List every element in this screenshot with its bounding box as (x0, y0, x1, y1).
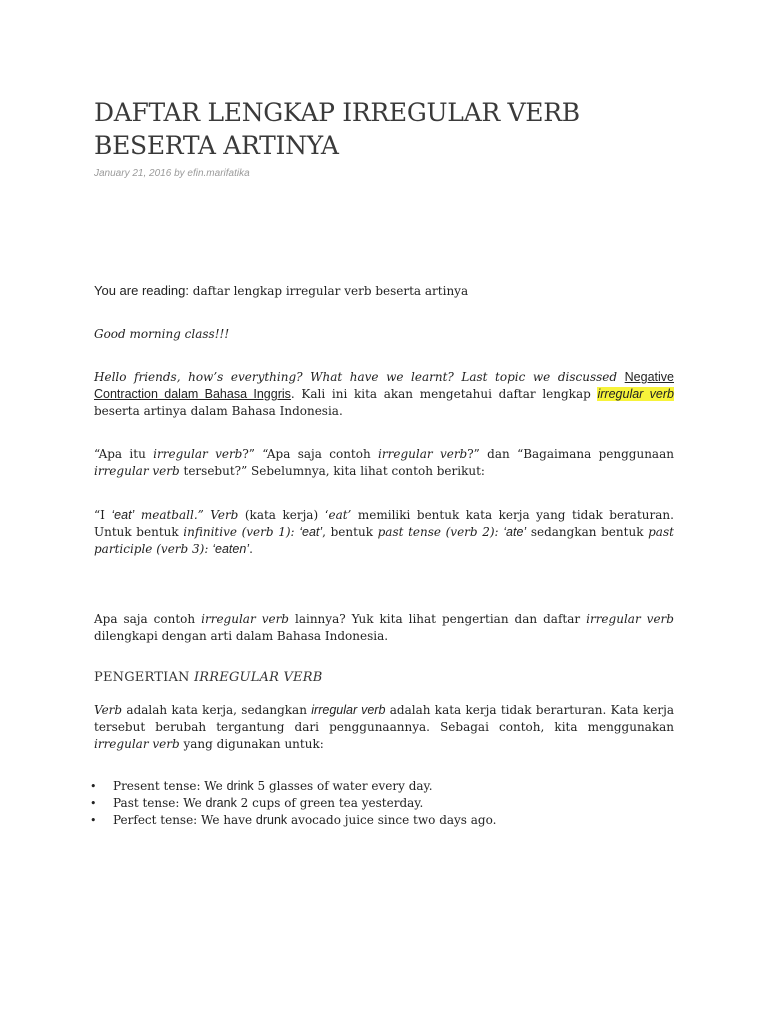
intro-end: beserta artinya dalam Bahasa Indonesia. (94, 404, 343, 418)
example-eat3: ‘eat’ (299, 525, 323, 539)
intro-mid: . Kali ini kita akan mengetahui daftar lengkap (290, 387, 591, 401)
intro-text: Hello friends, how’s everything? What have we learnt? Last topic we discussed (94, 370, 618, 384)
list-item-word: drank (205, 796, 237, 810)
example-rest1: memiliki bentuk kata kerja yang tidak beraturan. Untuk bentuk (94, 508, 674, 539)
greeting-text: Good morning class!!! (94, 327, 230, 341)
list-item (90, 812, 497, 829)
question-d: tersebut?” Sebelumnya, kita lihat contoh berikut: (183, 464, 485, 478)
list-item-pre: Perfect tense: We have (113, 813, 253, 827)
section-heading (94, 670, 322, 685)
you-are-reading (94, 282, 674, 300)
list-item (90, 778, 496, 795)
post-date: January 21, 2016 (94, 168, 172, 179)
bullet-icon: • (90, 780, 97, 793)
definition-verb: Verb (94, 703, 123, 717)
list-item-pre: Past tense: We (113, 796, 202, 810)
question-a: “Apa itu (94, 447, 146, 461)
bullet-icon: • (90, 797, 97, 810)
list-item-word: drunk (255, 813, 288, 827)
post-author[interactable]: efin.marifatika (187, 168, 250, 179)
greeting (94, 326, 229, 343)
question-b: ?” “Apa saja contoh (242, 447, 371, 461)
definition-c: yang digunakan untuk: (183, 737, 324, 751)
example-eaten: ‘eaten’ (212, 542, 250, 556)
list-item-word: drink (226, 779, 254, 793)
others-a: Apa saja contoh (94, 612, 196, 626)
list-item-post: avocado juice since two days ago. (291, 813, 497, 827)
post-by: by (174, 168, 185, 179)
question-term2: irregular verb (378, 447, 468, 461)
section-heading-italic: IRREGULAR VERB (193, 670, 323, 685)
list-item-post: 5 glasses of water every day. (257, 779, 433, 793)
reading-label: You are reading: (94, 283, 189, 298)
example-katakerja: (kata kerja) ‘ (244, 508, 329, 522)
others-term2: irregular verb (586, 612, 674, 626)
definition-term2: irregular verb (94, 737, 180, 751)
question-c: ?” dan “Bagaimana penggunaan (467, 447, 674, 461)
example-meatball: meatball.” Verb (140, 508, 239, 522)
tense-list (90, 778, 497, 829)
post-meta (94, 168, 674, 182)
example-ate: ‘ate’ (503, 525, 527, 539)
others-paragraph (94, 611, 674, 645)
question-term3: irregular verb (94, 464, 180, 478)
example-past: past tense (verb 2): (377, 525, 499, 539)
list-item-post: 2 cups of green tea yesterday. (240, 796, 424, 810)
section-heading-plain: PENGERTIAN (94, 670, 190, 685)
example-past-participle: past participle (verb 3): (94, 525, 674, 556)
intro-paragraph (94, 369, 674, 420)
list-item-pre: Present tense: We (113, 779, 223, 793)
example-bentuk: , bentuk (322, 525, 373, 539)
negative-contraction-link[interactable]: Negative Contraction dalam Bahasa Inggris (94, 370, 674, 401)
example-eat2: eat’ (328, 508, 352, 522)
others-term1: irregular verb (201, 612, 289, 626)
definition-paragraph (94, 702, 674, 753)
list-item (90, 795, 496, 812)
bullet-icon: • (90, 814, 97, 827)
example-open: “I (94, 508, 105, 522)
highlighted-term: irregular verb (597, 387, 674, 401)
definition-a: adalah kata kerja, sedangkan (126, 703, 307, 717)
definition-term: irregular verb (311, 703, 386, 717)
question-term1: irregular verb (153, 447, 243, 461)
example-paragraph (94, 507, 674, 558)
example-eat1: ‘eat’ (111, 508, 135, 522)
definition-b: adalah kata kerja tidak berarturan. Kata kerja tersebut berubah tergantung dari penggunaannya. Sebagai contoh, kita menggunakan (94, 703, 675, 734)
article-title: DAFTAR LENGKAP IRREGULAR VERB BESERTA ARTINYA (94, 98, 580, 160)
reading-value: daftar lengkap irregular verb beserta artinya (192, 284, 469, 298)
example-infinitive: infinitive (verb 1): (183, 525, 295, 539)
example-sedangkan: sedangkan bentuk (530, 525, 644, 539)
article (90, 96, 675, 827)
others-c: dilengkapi dengan arti dalam Bahasa Indonesia. (94, 629, 389, 643)
example-dot: . (249, 542, 253, 556)
others-b: lainnya? Yuk kita lihat pengertian dan daftar (295, 612, 581, 626)
question-paragraph (94, 446, 674, 480)
